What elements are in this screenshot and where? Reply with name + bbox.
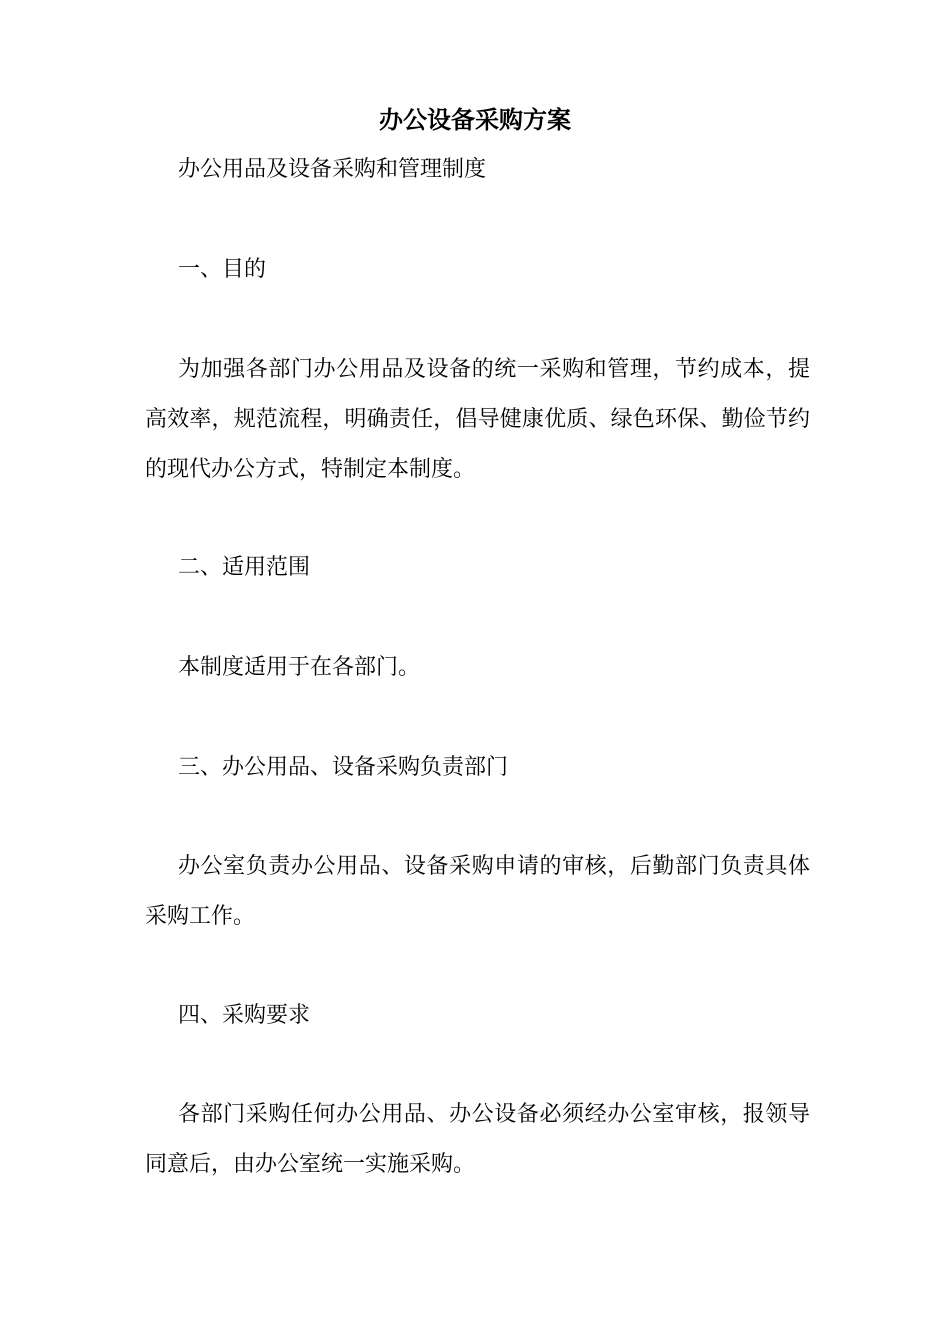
section-heading-responsible-department: 三、办公用品、设备采购负责部门	[178, 755, 509, 780]
section-heading-purpose: 一、目的	[178, 257, 267, 282]
section-body-procurement-requirements: 各部门采购任何办公用品、办公设备必须经办公室审核，报领导同意后，由办公室统一实施采购。	[145, 1102, 810, 1177]
section-heading-procurement-requirements: 四、采购要求	[178, 1003, 311, 1028]
section-body-scope: 本制度适用于在各部门。	[178, 655, 421, 680]
section-heading-scope: 二、适用范围	[178, 555, 311, 580]
section-body-purpose: 为加强各部门办公用品及设备的统一采购和管理，节约成本，提高效率，规范流程，明确责任，倡导健康优质、绿色环保、勤俭节约的现代办公方式，特制定本制度。	[145, 357, 810, 482]
document-subtitle: 办公用品及设备采购和管理制度	[178, 157, 487, 182]
document-title: 办公设备采购方案	[379, 105, 571, 134]
section-body-responsible-department: 办公室负责办公用品、设备采购申请的审核，后勤部门负责具体采购工作。	[145, 854, 810, 929]
